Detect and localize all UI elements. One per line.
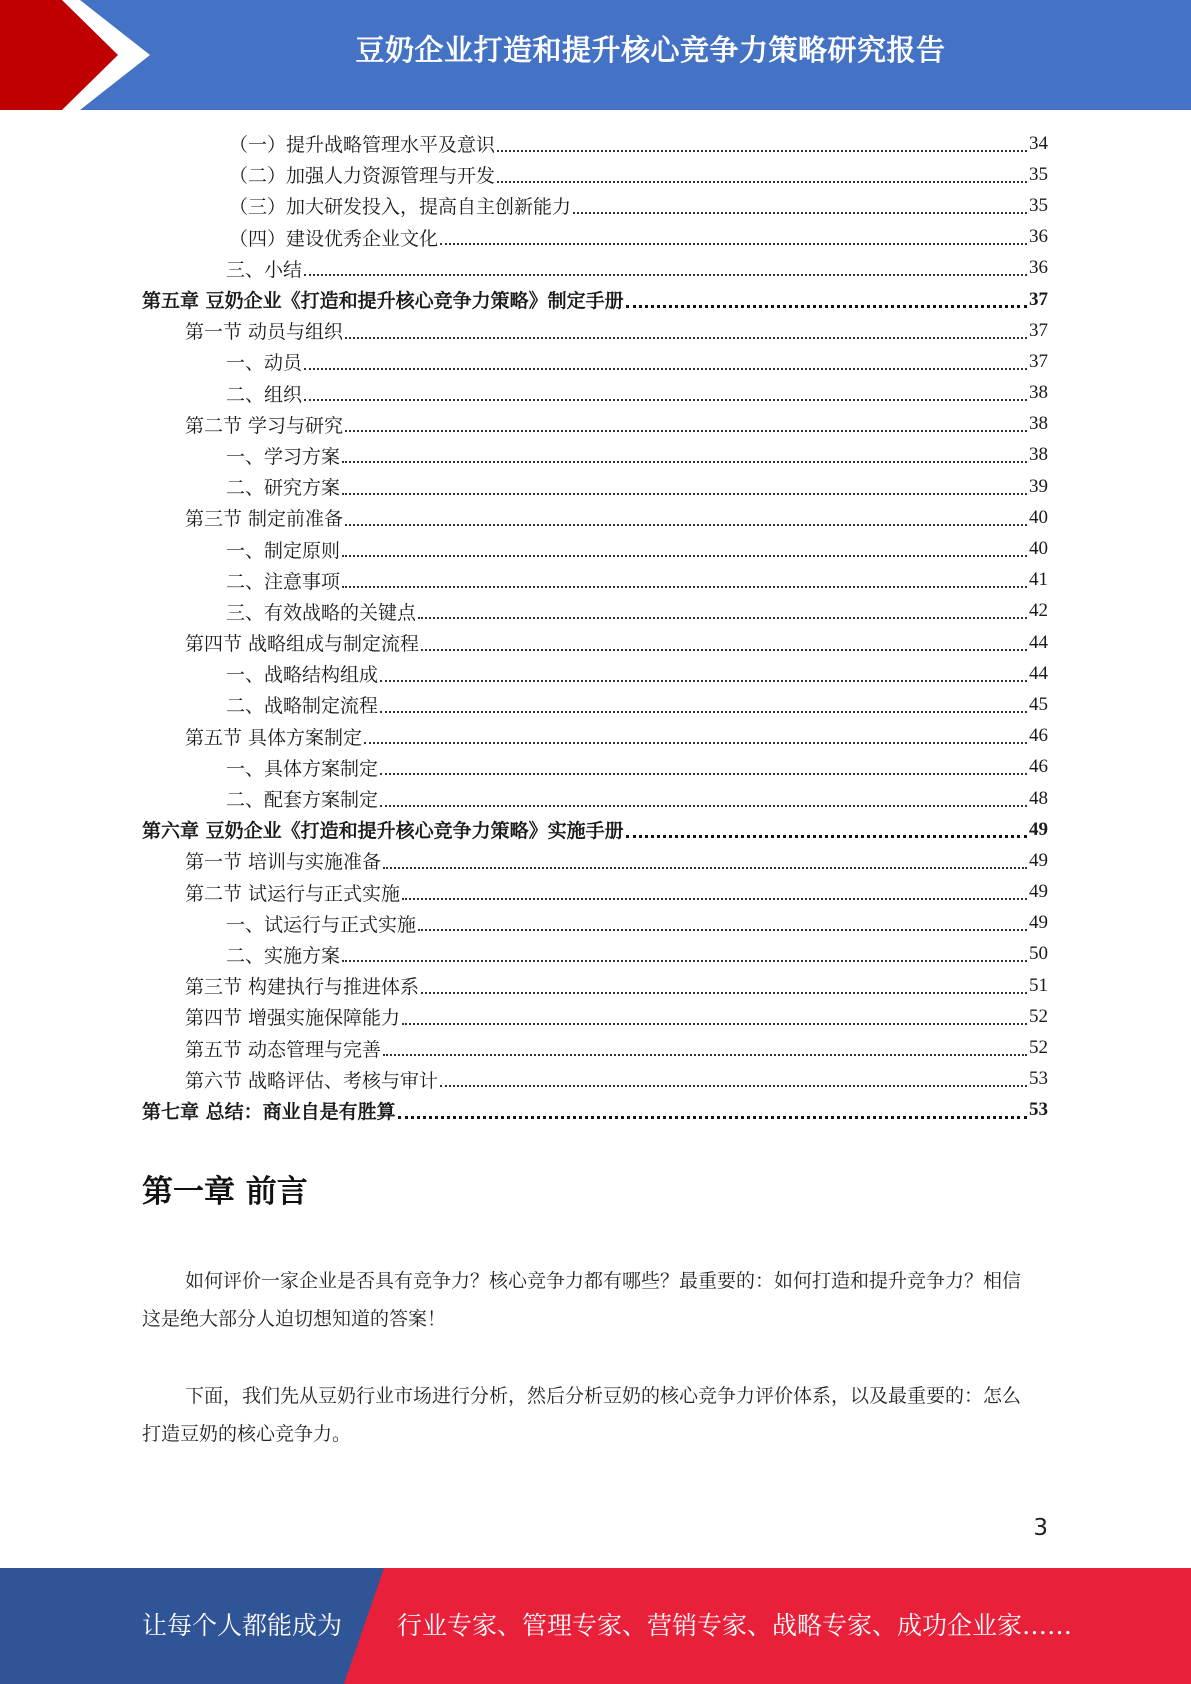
toc-entry-page: 34 bbox=[1029, 132, 1048, 154]
toc-entry-title: 一、试运行与正式实施 bbox=[226, 913, 417, 936]
table-of-contents bbox=[142, 128, 1048, 1126]
toc-entry[interactable] bbox=[142, 970, 1048, 1001]
toc-dot-leader bbox=[380, 805, 1027, 807]
toc-entry-title: 第三节 构建执行与推进体系 bbox=[185, 976, 420, 999]
toc-entry-title: 二、注意事项 bbox=[226, 570, 341, 593]
toc-dot-leader bbox=[342, 960, 1027, 962]
toc-dot-leader bbox=[626, 305, 1027, 308]
toc-entry-title: 第二节 学习与研究 bbox=[185, 414, 344, 437]
toc-entry[interactable] bbox=[142, 378, 1048, 409]
toc-dot-leader bbox=[342, 586, 1027, 588]
toc-entry[interactable] bbox=[142, 1001, 1048, 1032]
toc-entry-title: 一、学习方案 bbox=[226, 445, 341, 468]
toc-entry-page: 44 bbox=[1029, 631, 1048, 653]
toc-dot-leader bbox=[421, 992, 1027, 994]
page-header bbox=[0, 0, 1191, 110]
toc-entry[interactable] bbox=[142, 1064, 1048, 1095]
toc-entry-page: 39 bbox=[1029, 475, 1048, 497]
toc-entry-page: 52 bbox=[1029, 1005, 1048, 1027]
toc-entry[interactable] bbox=[142, 658, 1048, 689]
toc-entry[interactable] bbox=[142, 1032, 1048, 1063]
toc-dot-leader bbox=[380, 711, 1027, 713]
toc-entry-title: 第二节 试运行与正式实施 bbox=[185, 882, 401, 905]
toc-entry-page: 36 bbox=[1029, 226, 1048, 248]
toc-entry[interactable] bbox=[142, 190, 1048, 221]
toc-entry[interactable] bbox=[142, 471, 1048, 502]
toc-dot-leader bbox=[304, 274, 1027, 276]
toc-entry[interactable] bbox=[142, 845, 1048, 876]
toc-dot-leader bbox=[342, 555, 1027, 557]
toc-entry[interactable] bbox=[142, 565, 1048, 596]
toc-entry-page: 45 bbox=[1029, 693, 1048, 715]
toc-dot-leader bbox=[497, 150, 1027, 152]
chapter-title: 第一章 前言 bbox=[142, 1174, 308, 1210]
toc-entry-page: 38 bbox=[1029, 444, 1048, 466]
toc-entry-title: 三、小结 bbox=[226, 258, 303, 281]
toc-dot-leader bbox=[402, 898, 1027, 900]
toc-dot-leader bbox=[497, 181, 1027, 183]
toc-entry-title: 第三节 制定前准备 bbox=[185, 508, 344, 531]
toc-entry-title: 一、战略结构组成 bbox=[226, 664, 379, 687]
toc-entry-page: 48 bbox=[1029, 787, 1048, 809]
toc-entry-page: 40 bbox=[1029, 538, 1048, 560]
toc-dot-leader bbox=[304, 399, 1027, 401]
toc-entry[interactable] bbox=[142, 627, 1048, 658]
toc-dot-leader bbox=[304, 368, 1027, 370]
toc-entry[interactable] bbox=[142, 814, 1048, 845]
toc-entry-page: 36 bbox=[1029, 257, 1048, 279]
toc-entry-title: 第七章 总结：商业自是有胜算 bbox=[142, 1100, 396, 1123]
toc-entry[interactable] bbox=[142, 440, 1048, 471]
toc-entry-title: 二、研究方案 bbox=[226, 477, 341, 500]
toc-dot-leader bbox=[398, 1116, 1027, 1119]
toc-dot-leader bbox=[418, 617, 1027, 619]
toc-entry-title: 二、实施方案 bbox=[226, 944, 341, 967]
toc-dot-leader bbox=[364, 742, 1027, 744]
paragraph: 下面，我们先从豆奶行业市场进行分析，然后分析豆奶的核心竞争力评价体系，以及最重要的：怎么打造豆奶的核心竞争力。 bbox=[142, 1385, 1022, 1445]
toc-entry-page: 46 bbox=[1029, 725, 1048, 747]
toc-dot-leader bbox=[342, 493, 1027, 495]
toc-dot-leader bbox=[440, 1085, 1027, 1087]
toc-entry[interactable] bbox=[142, 877, 1048, 908]
toc-entry[interactable] bbox=[142, 783, 1048, 814]
toc-dot-leader bbox=[380, 773, 1027, 775]
toc-entry-title: 第四节 增强实施保障能力 bbox=[185, 1007, 401, 1030]
toc-entry-page: 35 bbox=[1029, 163, 1048, 185]
toc-entry[interactable] bbox=[142, 409, 1048, 440]
toc-entry[interactable] bbox=[142, 1095, 1048, 1126]
page-footer bbox=[0, 1568, 1191, 1684]
toc-entry[interactable] bbox=[142, 253, 1048, 284]
toc-entry-page: 38 bbox=[1029, 413, 1048, 435]
toc-entry-page: 49 bbox=[1029, 912, 1048, 934]
toc-entry[interactable] bbox=[142, 159, 1048, 190]
toc-entry-page: 37 bbox=[1029, 350, 1048, 372]
toc-entry-page: 53 bbox=[1029, 1099, 1048, 1121]
toc-entry-page: 51 bbox=[1029, 974, 1048, 996]
toc-entry-title: （四）建设优秀企业文化 bbox=[229, 227, 439, 250]
toc-entry[interactable] bbox=[142, 721, 1048, 752]
toc-entry[interactable] bbox=[142, 533, 1048, 564]
toc-entry[interactable] bbox=[142, 596, 1048, 627]
toc-dot-leader bbox=[342, 461, 1027, 463]
toc-entry-page: 49 bbox=[1029, 818, 1048, 840]
toc-dot-leader bbox=[626, 835, 1027, 838]
page-number: 3 bbox=[1033, 1515, 1048, 1541]
toc-dot-leader bbox=[402, 1023, 1027, 1025]
paragraph: 如何评价一家企业是否具有竞争力？核心竞争力都有哪些？最重要的：如何打造和提升竞争力？相信这是绝大部分人迫切想知道的答案！ bbox=[142, 1270, 1022, 1330]
toc-entry-page: 42 bbox=[1029, 600, 1048, 622]
toc-entry-title: （一）提升战略管理水平及意识 bbox=[229, 134, 496, 157]
toc-entry-title: 第六章 豆奶企业《打造和提升核心竞争力策略》实施手册 bbox=[142, 820, 624, 843]
toc-entry[interactable] bbox=[142, 315, 1048, 346]
toc-entry-page: 41 bbox=[1029, 569, 1048, 591]
toc-entry-page: 49 bbox=[1029, 849, 1048, 871]
toc-entry-page: 40 bbox=[1029, 506, 1048, 528]
toc-dot-leader bbox=[421, 649, 1027, 651]
toc-entry-title: 二、配套方案制定 bbox=[226, 789, 379, 812]
toc-dot-leader bbox=[345, 430, 1027, 432]
toc-entry[interactable] bbox=[142, 346, 1048, 377]
toc-entry-page: 44 bbox=[1029, 662, 1048, 684]
toc-entry-title: （三）加大研发投入，提高自主创新能力 bbox=[229, 196, 572, 219]
toc-entry-title: 二、组织 bbox=[226, 383, 303, 406]
toc-dot-leader bbox=[383, 1054, 1027, 1056]
footer-slogan-left: 让每个人都能成为 bbox=[142, 1611, 343, 1640]
toc-entry[interactable] bbox=[142, 128, 1048, 159]
toc-entry-title: 一、制定原则 bbox=[226, 539, 341, 562]
toc-entry-page: 38 bbox=[1029, 382, 1048, 404]
toc-entry-title: 第五节 动态管理与完善 bbox=[185, 1038, 382, 1061]
toc-entry-page: 37 bbox=[1029, 288, 1048, 310]
toc-entry-title: 二、战略制定流程 bbox=[226, 695, 379, 718]
document-title: 豆奶企业打造和提升核心竞争力策略研究报告 bbox=[355, 33, 946, 67]
toc-entry-title: 第六节 战略评估、考核与审计 bbox=[185, 1069, 439, 1092]
toc-entry-page: 50 bbox=[1029, 943, 1048, 965]
toc-entry-page: 49 bbox=[1029, 881, 1048, 903]
toc-entry-title: 第五章 豆奶企业《打造和提升核心竞争力策略》制定手册 bbox=[142, 290, 624, 313]
toc-entry-title: 三、有效战略的关键点 bbox=[226, 601, 417, 624]
toc-dot-leader bbox=[345, 524, 1027, 526]
toc-dot-leader bbox=[573, 212, 1027, 214]
footer-slogan-right: 行业专家、管理专家、营销专家、战略专家、成功企业家…… bbox=[397, 1611, 1073, 1640]
toc-dot-leader bbox=[345, 337, 1027, 339]
toc-dot-leader bbox=[380, 680, 1027, 682]
toc-entry[interactable] bbox=[142, 502, 1048, 533]
toc-dot-leader bbox=[383, 867, 1027, 869]
toc-entry-title: 第四节 战略组成与制定流程 bbox=[185, 633, 420, 656]
toc-entry-page: 52 bbox=[1029, 1037, 1048, 1059]
toc-entry-title: 一、动员 bbox=[226, 352, 303, 375]
toc-entry-page: 35 bbox=[1029, 194, 1048, 216]
toc-entry[interactable] bbox=[142, 908, 1048, 939]
toc-entry-title: 一、具体方案制定 bbox=[226, 757, 379, 780]
toc-entry[interactable] bbox=[142, 689, 1048, 720]
toc-entry-page: 53 bbox=[1029, 1068, 1048, 1090]
toc-entry-title: 第五节 具体方案制定 bbox=[185, 726, 363, 749]
toc-entry-page: 46 bbox=[1029, 756, 1048, 778]
toc-entry-title: 第一节 动员与组织 bbox=[185, 321, 344, 344]
toc-entry-title: （二）加强人力资源管理与开发 bbox=[229, 165, 496, 188]
toc-dot-leader bbox=[440, 243, 1027, 245]
red-chevron-icon bbox=[0, 0, 160, 110]
toc-entry[interactable] bbox=[142, 284, 1048, 315]
toc-entry-title: 第一节 培训与实施准备 bbox=[185, 851, 382, 874]
toc-dot-leader bbox=[418, 929, 1027, 931]
toc-entry[interactable] bbox=[142, 222, 1048, 253]
toc-entry-page: 37 bbox=[1029, 319, 1048, 341]
toc-entry[interactable] bbox=[142, 939, 1048, 970]
toc-entry[interactable] bbox=[142, 752, 1048, 783]
